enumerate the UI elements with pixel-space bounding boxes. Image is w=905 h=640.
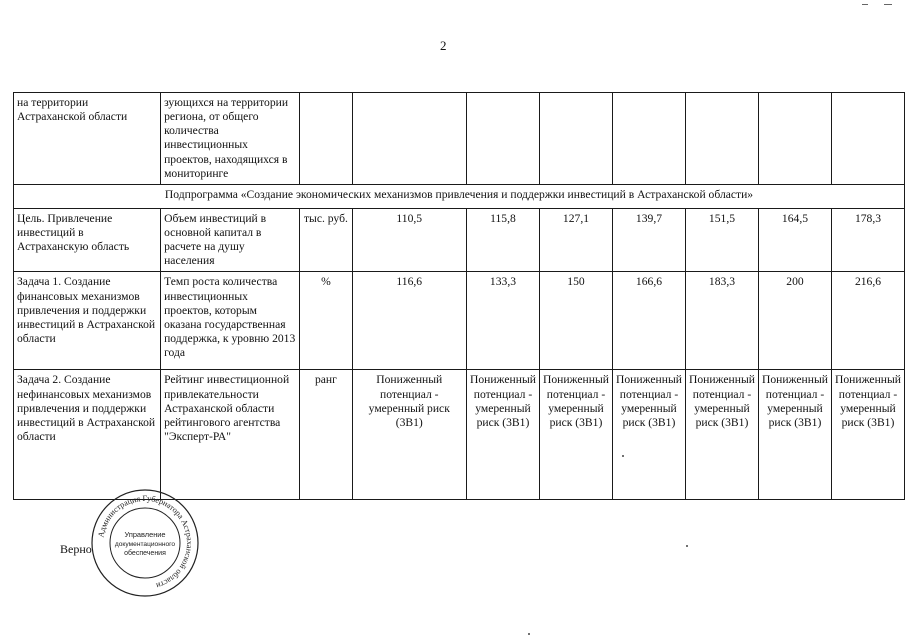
unit-cell: % bbox=[300, 272, 352, 370]
empty-cell bbox=[352, 93, 466, 185]
subprogram-row bbox=[14, 184, 905, 208]
indicator-cell: Темп роста количества инвестиционных проектов, которым оказана государственная поддержка, к уровню 2013 года bbox=[161, 272, 300, 370]
goal-cell: Цель. Привлечение инвестиций в Астраханскую область bbox=[14, 208, 161, 272]
empty-cell bbox=[612, 93, 685, 185]
value-cell: 110,5 bbox=[352, 208, 466, 272]
value-cell: Пониженный потенциал - умеренный риск (3В1) bbox=[831, 370, 904, 500]
seal-center-line: Управление bbox=[124, 530, 166, 539]
page-number: 2 bbox=[440, 38, 447, 53]
value-cell: Пониженный потенциал - умеренный риск (3В1) bbox=[685, 370, 758, 500]
value-cell: 115,8 bbox=[466, 208, 539, 272]
value-cell: 150 bbox=[539, 272, 612, 370]
value-cell: 151,5 bbox=[685, 208, 758, 272]
empty-cell bbox=[539, 93, 612, 185]
table-row-continuation bbox=[14, 93, 905, 185]
value-cell: 200 bbox=[758, 272, 831, 370]
scan-mark bbox=[884, 4, 892, 5]
value-cell: 139,7 bbox=[612, 208, 685, 272]
seal-ring-text: Администрация Губернатора Астраханской области bbox=[96, 493, 195, 591]
unit-cell: ранг bbox=[300, 370, 352, 500]
value-cell: 133,3 bbox=[466, 272, 539, 370]
value-cell: 164,5 bbox=[758, 208, 831, 272]
value-cell: Пониженный потенциал - умеренный риск (3В1) bbox=[352, 370, 466, 500]
goal-cell: Задача 2. Создание нефинансовых механизмов привлечения и поддержки инвестиций в Астраханской области bbox=[14, 370, 161, 500]
indicator-cell: Объем инвестиций в основной капитал в расчете на душу населения bbox=[161, 208, 300, 272]
value-cell: 127,1 bbox=[539, 208, 612, 272]
scan-mark bbox=[862, 4, 868, 5]
seal-center-line: обеспечения bbox=[124, 550, 166, 557]
empty-cell bbox=[758, 93, 831, 185]
goal-cell: на территории Астраханской области bbox=[14, 93, 161, 185]
indicator-cell: Рейтинг инвестиционной привлекательности Астраханской области рейтингового агентства "Эксперт-РА" bbox=[161, 370, 300, 500]
seal-center-line: документационного bbox=[114, 541, 176, 548]
indicator-cell: зующихся на территории региона, от общего количества инвестиционных проектов, находящихся в мониторинге bbox=[161, 93, 300, 185]
value-cell: Пониженный потенциал - умеренный риск (3В1) bbox=[758, 370, 831, 500]
official-seal bbox=[90, 488, 200, 598]
scan-speck bbox=[528, 633, 530, 635]
value-cell: 178,3 bbox=[831, 208, 904, 272]
scan-speck bbox=[686, 545, 688, 547]
scan-speck bbox=[622, 455, 624, 457]
empty-cell bbox=[300, 93, 352, 185]
value-cell: Пониженный потенциал - умеренный риск (3В1) bbox=[466, 370, 539, 500]
value-cell: 166,6 bbox=[612, 272, 685, 370]
value-cell: 183,3 bbox=[685, 272, 758, 370]
value-cell: Пониженный потенциал - умеренный риск (3В1) bbox=[539, 370, 612, 500]
value-cell: 216,6 bbox=[831, 272, 904, 370]
empty-cell bbox=[466, 93, 539, 185]
table-row bbox=[14, 208, 905, 272]
value-cell: 116,6 bbox=[352, 272, 466, 370]
value-cell: Пониженный потенциал - умеренный риск (3В1) bbox=[612, 370, 685, 500]
empty-cell bbox=[831, 93, 904, 185]
verno-label: Верно bbox=[60, 542, 92, 556]
indicators-table bbox=[13, 92, 905, 500]
table-row bbox=[14, 272, 905, 370]
unit-cell: тыс. руб. bbox=[300, 208, 352, 272]
table-row bbox=[14, 370, 905, 500]
goal-cell: Задача 1. Создание финансовых механизмов привлечения и поддержки инвестиций в Астраханской области bbox=[14, 272, 161, 370]
subprogram-title: Подпрограмма «Создание экономических механизмов привлечения и поддержки инвестиций в Астраханской области» bbox=[14, 184, 905, 208]
empty-cell bbox=[685, 93, 758, 185]
